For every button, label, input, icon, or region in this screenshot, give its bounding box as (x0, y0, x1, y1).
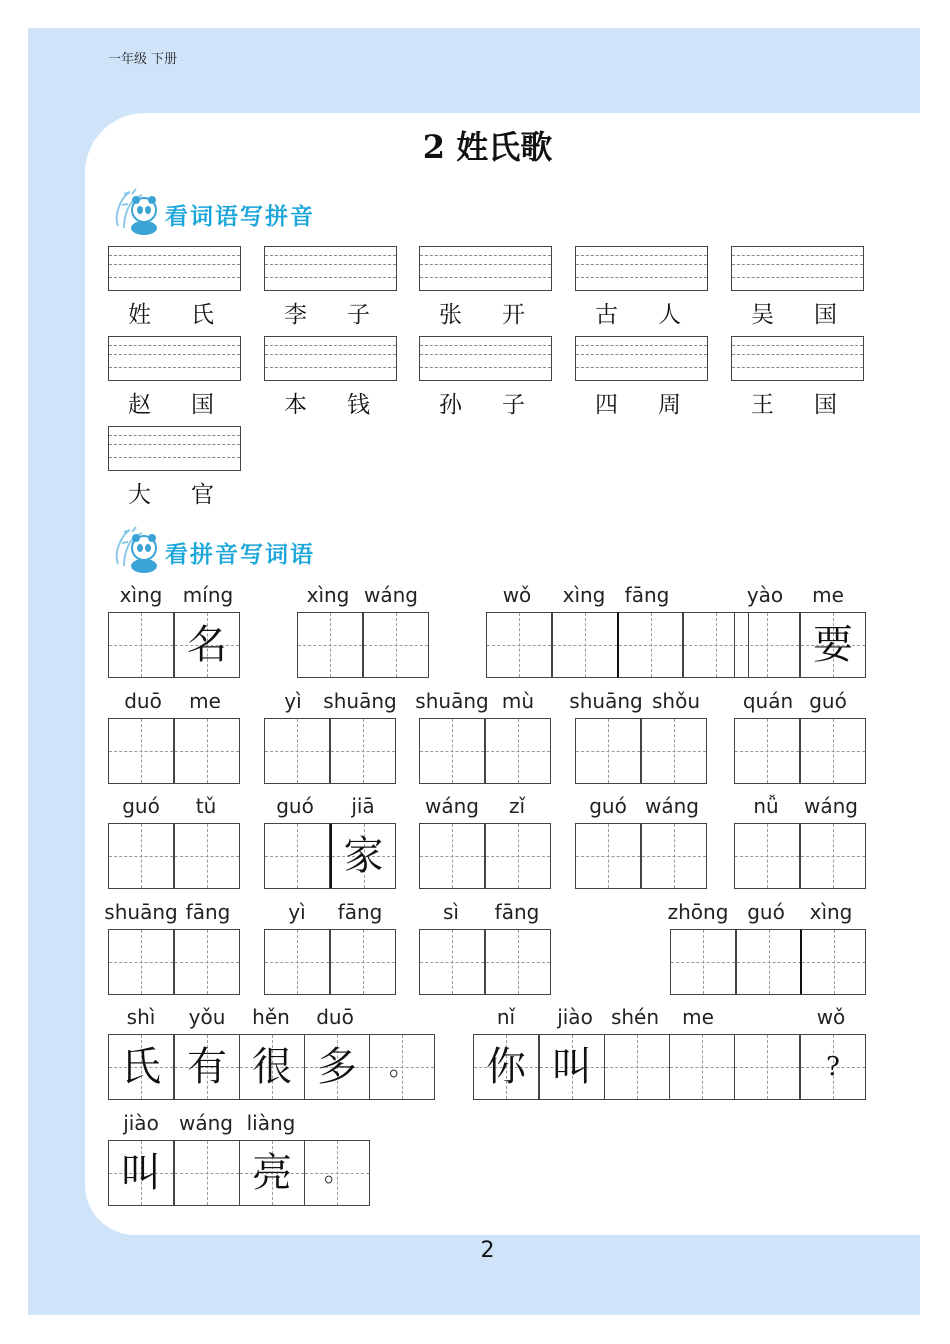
character-writing-cell[interactable] (239, 1140, 305, 1206)
character-writing-cell[interactable] (539, 1034, 605, 1100)
given-character (486, 824, 550, 888)
given-character (175, 824, 239, 888)
page-number: 2 (480, 1238, 495, 1263)
given-character: 叫 (552, 1044, 592, 1090)
pinyin-syllable: quán (742, 689, 794, 713)
given-character (331, 930, 395, 994)
given-character (265, 719, 329, 783)
character-writing-cell[interactable] (108, 718, 174, 784)
grade-label: 一年级 下册 (108, 52, 178, 67)
character-writing-cell[interactable] (330, 718, 396, 784)
pinyin-writing-box[interactable] (264, 336, 397, 381)
character-writing-cell[interactable] (485, 718, 551, 784)
pinyin-syllable: me (682, 1005, 714, 1029)
given-character: 很 (252, 1044, 292, 1090)
character-writing-cell[interactable] (800, 718, 866, 784)
pinyin-syllable: wáng (364, 583, 418, 607)
given-character (420, 719, 484, 783)
pinyin-syllable: mù (501, 689, 535, 713)
word-character: 李 (284, 302, 307, 328)
pinyin-syllable: wǒ (816, 1005, 846, 1029)
pinyin-syllable: hěn (252, 1005, 290, 1029)
given-character (175, 1141, 239, 1205)
character-writing-cell[interactable] (736, 929, 802, 995)
character-writing-cell[interactable] (174, 612, 240, 678)
panda-icon (110, 524, 162, 574)
given-character (802, 930, 865, 994)
character-writing-cell[interactable] (485, 823, 551, 889)
given-character (735, 1035, 799, 1099)
character-writing-cell[interactable] (800, 1034, 866, 1100)
section-title: 看词语写拼音 (165, 203, 315, 230)
pinyin-syllable: nǐ (496, 1005, 516, 1029)
word-character: 开 (502, 302, 525, 328)
given-character (553, 613, 617, 677)
character-writing-cell[interactable] (617, 612, 683, 678)
given-character: 多 (317, 1044, 357, 1090)
given-character (735, 719, 799, 783)
pinyin-syllable: guó (122, 794, 160, 818)
word-character: 孙 (439, 392, 462, 418)
character-writing-cell[interactable] (330, 929, 396, 995)
character-writing-cell[interactable] (174, 929, 240, 995)
given-character (486, 930, 550, 994)
given-character (420, 824, 484, 888)
pinyin-writing-box[interactable] (731, 336, 864, 381)
word-character: 大 (128, 482, 151, 508)
pinyin-syllable: xìng (119, 583, 163, 607)
given-character: ? (826, 1052, 840, 1082)
pinyin-syllable: wǒ (502, 583, 532, 607)
given-character (576, 824, 640, 888)
given-character (671, 930, 735, 994)
pinyin-writing-box[interactable] (575, 246, 708, 291)
given-character (642, 824, 706, 888)
panda-icon (110, 186, 162, 236)
character-writing-cell[interactable] (486, 612, 552, 678)
given-character (109, 613, 173, 677)
character-writing-cell[interactable] (485, 929, 551, 995)
pinyin-syllable: shén (610, 1005, 660, 1029)
given-character: 有 (187, 1044, 227, 1090)
pinyin-writing-box[interactable] (108, 426, 241, 471)
word-character: 王 (751, 392, 774, 418)
given-character: 亮 (252, 1150, 292, 1196)
word-character: 国 (191, 392, 214, 418)
given-character (642, 719, 706, 783)
given-character (109, 930, 173, 994)
given-character (737, 930, 801, 994)
pinyin-syllable: duō (316, 1005, 354, 1029)
given-character (605, 1035, 669, 1099)
word-character: 四 (595, 392, 618, 418)
character-writing-cell[interactable] (734, 718, 800, 784)
lesson-title: 2 姓氏歌 (422, 128, 553, 166)
character-writing-cell[interactable] (264, 823, 330, 889)
character-writing-cell[interactable] (641, 823, 707, 889)
given-character (175, 719, 239, 783)
pinyin-syllable: nǚ (753, 794, 779, 818)
character-writing-cell[interactable] (304, 1140, 370, 1206)
word-character: 氏 (191, 302, 214, 328)
word-character: 官 (191, 482, 214, 508)
character-writing-cell[interactable] (369, 1034, 435, 1100)
pinyin-syllable: shuāng (104, 900, 178, 924)
word-character: 张 (439, 302, 462, 328)
character-writing-cell[interactable] (108, 823, 174, 889)
given-character (670, 1035, 734, 1099)
given-character (486, 719, 550, 783)
given-character (109, 719, 173, 783)
character-writing-cell[interactable] (800, 612, 866, 678)
given-character (331, 719, 395, 783)
character-writing-cell[interactable] (473, 1034, 539, 1100)
character-writing-cell[interactable] (800, 823, 866, 889)
section-title: 看拼音写词语 (165, 541, 315, 568)
character-writing-cell[interactable] (670, 929, 736, 995)
pinyin-syllable: fāng (185, 900, 231, 924)
pinyin-syllable: duō (124, 689, 162, 713)
pinyin-writing-box[interactable] (419, 246, 552, 291)
character-writing-cell[interactable] (174, 718, 240, 784)
pinyin-syllable: me (812, 583, 844, 607)
pinyin-syllable: míng (182, 583, 234, 607)
given-character (298, 613, 362, 677)
pinyin-syllable: fāng (624, 583, 670, 607)
pinyin-syllable: jiào (123, 1111, 159, 1135)
character-writing-cell[interactable] (604, 1034, 670, 1100)
word-character: 国 (814, 302, 837, 328)
given-character (265, 930, 329, 994)
given-character (619, 613, 682, 677)
pinyin-syllable: wáng (425, 794, 479, 818)
pinyin-syllable: liàng (246, 1111, 296, 1135)
character-writing-cell[interactable] (108, 1034, 174, 1100)
character-writing-cell[interactable] (174, 1140, 240, 1206)
pinyin-writing-box[interactable] (108, 246, 241, 291)
given-character (576, 719, 640, 783)
character-writing-cell[interactable] (734, 823, 800, 889)
pinyin-syllable: yào (746, 583, 784, 607)
character-writing-cell[interactable] (174, 823, 240, 889)
given-character (265, 824, 329, 888)
given-character (801, 824, 865, 888)
given-character: 。 (323, 1158, 350, 1188)
character-writing-cell[interactable] (575, 718, 641, 784)
pinyin-syllable: tǔ (195, 794, 217, 818)
character-writing-cell[interactable] (108, 1140, 174, 1206)
pinyin-syllable: fāng (494, 900, 540, 924)
character-writing-cell[interactable] (552, 612, 618, 678)
character-writing-cell[interactable] (419, 823, 485, 889)
pinyin-syllable: zhōng (667, 900, 729, 924)
pinyin-syllable: guó (809, 689, 847, 713)
character-writing-cell[interactable] (419, 929, 485, 995)
given-character: 。 (388, 1052, 415, 1082)
word-character: 姓 (128, 302, 151, 328)
word-character: 本 (284, 392, 307, 418)
pinyin-syllable: shuāng (415, 689, 489, 713)
character-writing-cell[interactable] (734, 612, 800, 678)
word-character: 赵 (128, 392, 151, 418)
given-character (175, 930, 239, 994)
character-writing-cell[interactable] (575, 823, 641, 889)
word-character: 周 (658, 392, 681, 418)
pinyin-syllable: xìng (562, 583, 606, 607)
pinyin-syllable: guó (276, 794, 314, 818)
word-character: 古 (595, 302, 618, 328)
given-character (801, 719, 865, 783)
given-character: 家 (343, 833, 384, 879)
character-writing-cell[interactable] (330, 823, 396, 889)
character-writing-cell[interactable] (108, 929, 174, 995)
pinyin-syllable: guó (747, 900, 785, 924)
word-character: 国 (814, 392, 837, 418)
given-character: 你 (486, 1044, 526, 1090)
character-writing-cell[interactable] (419, 718, 485, 784)
pinyin-writing-box[interactable] (731, 246, 864, 291)
pinyin-syllable: shuāng (323, 689, 397, 713)
character-writing-cell[interactable] (363, 612, 429, 678)
character-writing-cell[interactable] (669, 1034, 735, 1100)
pinyin-syllable: wáng (804, 794, 858, 818)
word-character: 子 (347, 302, 370, 328)
given-character (364, 613, 428, 677)
pinyin-writing-box[interactable] (419, 336, 552, 381)
pinyin-syllable: sì (443, 900, 459, 924)
pinyin-syllable: jiā (351, 794, 375, 818)
character-writing-cell[interactable] (264, 718, 330, 784)
given-character: 氏 (121, 1044, 161, 1090)
pinyin-syllable: zǐ (508, 794, 526, 818)
character-writing-cell[interactable] (641, 718, 707, 784)
pinyin-writing-box[interactable] (108, 336, 241, 381)
given-character (735, 613, 799, 677)
pinyin-syllable: shǒu (651, 689, 701, 713)
character-writing-cell[interactable] (108, 612, 174, 678)
pinyin-syllable: shuāng (569, 689, 643, 713)
character-writing-cell[interactable] (297, 612, 363, 678)
character-writing-cell[interactable] (304, 1034, 370, 1100)
pinyin-syllable: yì (284, 689, 302, 713)
pinyin-syllable: wáng (645, 794, 699, 818)
character-writing-cell[interactable] (239, 1034, 305, 1100)
word-character: 子 (502, 392, 525, 418)
given-character: 要 (813, 622, 853, 668)
given-character: 名 (187, 622, 227, 668)
word-character: 吴 (751, 302, 774, 328)
pinyin-syllable: xìng (306, 583, 350, 607)
pinyin-writing-box[interactable] (264, 246, 397, 291)
pinyin-syllable: xìng (809, 900, 853, 924)
pinyin-syllable: me (189, 689, 221, 713)
character-writing-cell[interactable] (174, 1034, 240, 1100)
character-writing-cell[interactable] (264, 929, 330, 995)
given-character (735, 824, 799, 888)
pinyin-syllable: yǒu (188, 1005, 226, 1029)
character-writing-cell[interactable] (800, 929, 866, 995)
given-character: 叫 (121, 1150, 161, 1196)
pinyin-syllable: wáng (179, 1111, 233, 1135)
given-character (109, 824, 173, 888)
character-writing-cell[interactable] (734, 1034, 800, 1100)
pinyin-syllable: yì (288, 900, 306, 924)
pinyin-syllable: jiào (557, 1005, 593, 1029)
pinyin-syllable: guó (589, 794, 627, 818)
pinyin-writing-box[interactable] (575, 336, 708, 381)
pinyin-syllable: fāng (337, 900, 383, 924)
word-character: 钱 (347, 392, 370, 418)
given-character (420, 930, 484, 994)
word-character: 人 (658, 302, 681, 328)
given-character (487, 613, 551, 677)
pinyin-syllable: shì (126, 1005, 156, 1029)
